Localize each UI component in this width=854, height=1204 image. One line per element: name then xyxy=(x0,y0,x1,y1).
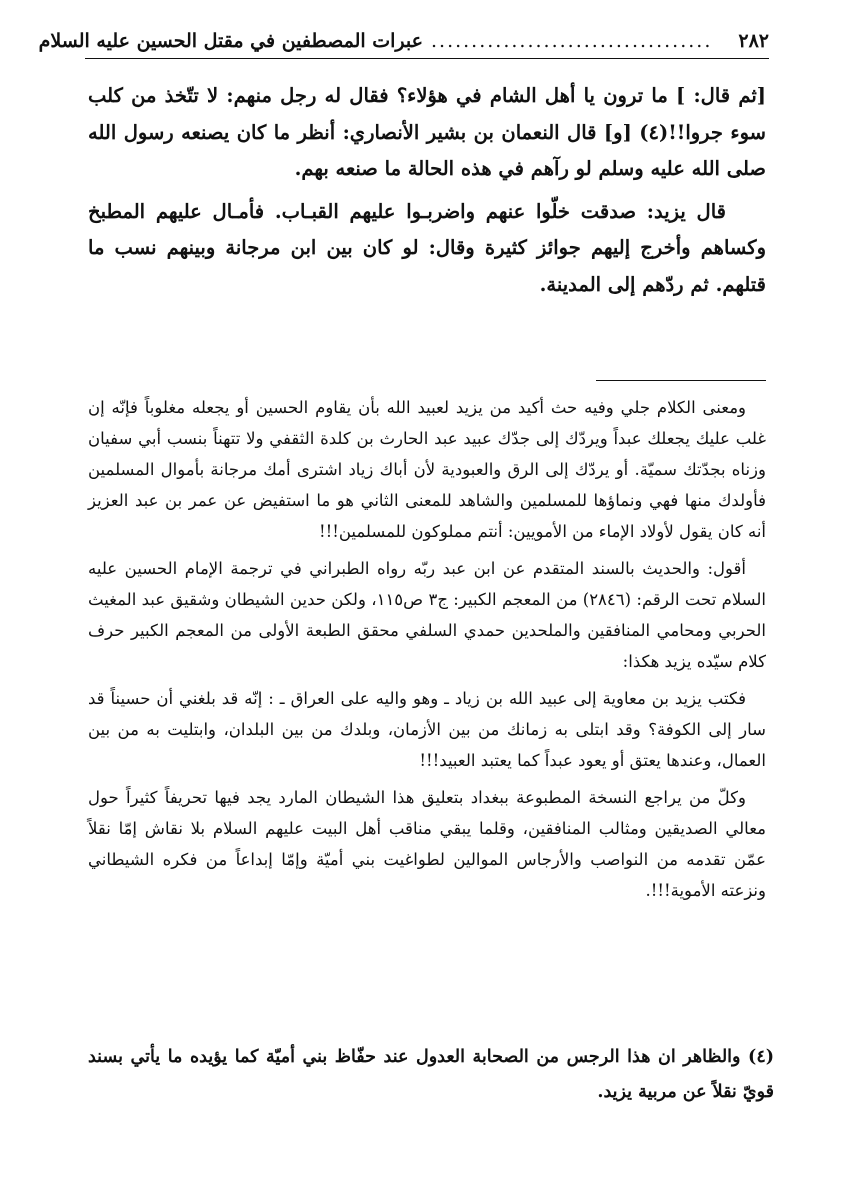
header-rule xyxy=(85,58,769,59)
footnote-text: (٤) والظاهر ان هذا الرجس من الصحابة العدول عند حفّاظ بني أميّة كما يؤيده ما يأتي بسند قويّ نقلاً عن مربية يزيد. xyxy=(88,1047,774,1102)
page-number: ٢٨٢ xyxy=(738,30,769,52)
note-paragraph: أقول: والحديث بالسند المتقدم عن ابن عبد ربّه رواه الطبراني في ترجمة الإمام الحسين عليه السلام تحت الرقم: (٢٨٤٦) من المعجم الكبير: ج٣ ص١١٥، ولكن حدين الشيطان وشقيق عبد المغيث الحربي ومحامي المنافقين والملحدين حمدي السلفي محقق الطبعة الأولى من المعجم الكبير حرف كلام سيّده يزيد هكذا: xyxy=(88,559,767,671)
note-paragraph: فكتب يزيد بن معاوية إلى عبيد الله بن زياد ـ وهو واليه على العراق ـ : إنّه قد بلغني أن حسيناً قد سار إلى الكوفة؟ وقد ابتلى به زمانك من بين الأزمان، وبلدك من بين البلدان، وابتليت به من بين العمال، وعندها يعتق أو يعود عبداً كما يعتبد العبيد!!! xyxy=(88,689,766,770)
running-header xyxy=(38,30,769,58)
note-paragraph: وكلّ من يراجع النسخة المطبوعة ببغداد بتعليق هذا الشيطان المارد يجد فيها تحريفاً كثيراً حول معالي الصديقين ومثالب المنافقين، وقلما يبقي مناقب أهل البيت عليهم السلام بلا نقاش إمّا نقلاً عمّن تقدمه من النواصب والأرجاس الموالين لطواغيت بني أميّة وإمّا إبداعاً من فكره الشيطاني ونزعته الأموية!!!. xyxy=(88,788,766,900)
notes-separator xyxy=(596,380,766,381)
main-text xyxy=(88,78,766,309)
main-paragraph: قال يزيد: صدقت خلّوا عنهم واضربـوا عليهم القبـاب. فأمـال عليهم المطبخ وكساهم وأخرج إليهم جوائز كثيرة وقال: لو كان بين ابن مرجانة وبينهم نسب ما قتلهم. ثم ردّهم إلى المدينة. xyxy=(88,199,766,296)
main-paragraph: [ثم قال: ] ما ترون يا أهل الشام في هؤلاء؟ فقال له رجل منهم: لا تتّخذ من كلب سوء جروا!!(٤) [و] قال النعمان بن بشير الأنصاري: أنظر ما كان يصنعه رسول الله صلى الله عليه وسلم لو رآهم في هذه الحالة ما صنعه بهم. xyxy=(88,84,766,180)
book-title: عبرات المصطفين في مقتل الحسين عليه السلام xyxy=(38,30,423,52)
notes-block xyxy=(88,392,766,912)
footnote xyxy=(88,1040,774,1110)
header-leader-dots: ................................... xyxy=(430,30,713,52)
note-paragraph: ومعنى الكلام جلي وفيه حث أكيد من يزيد لعبيد الله بأن يقاوم الحسين أو يجعله مغلوباً فإنّه إن غلب عليك يجعلك عبداً ويردّك إلى جدّك عبيد عبد الحارث بن كلدة الثقفي ولا تتهناً بنسب أبي سفيان وزناه بجدّتك سميّة. أو يردّك إلى الرق والعبودية لأن أباك زياد اشترى أمك مرجانة بأموال المسلمين فأولدك منها فهي ونماؤها للمسلمين والشاهد للمعنى الثاني هو ما استفيض عن عمر بن عبد العزيز أنه كان يقول لأولاد الإماء من الأمويين: أنتم مملوكون للمسلمين!!! xyxy=(88,398,766,541)
